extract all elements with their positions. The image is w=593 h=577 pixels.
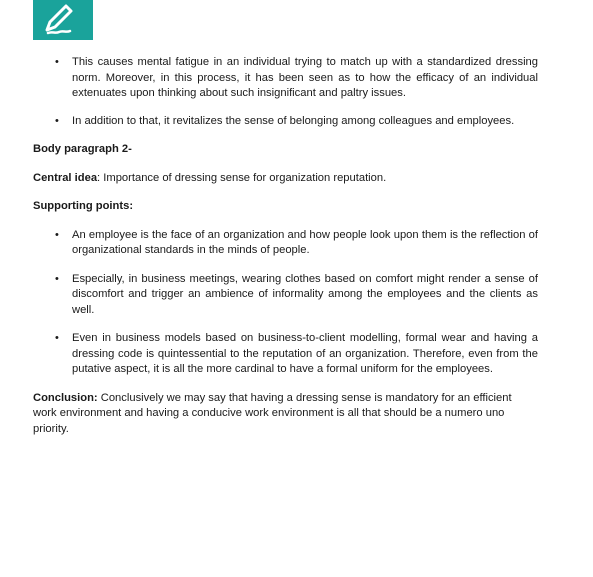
list-item-text: This causes mental fatigue in an individual trying to match up with a standardized dressing norm. Moreover, in this process, it has been seen as to how the efficacy of an individual extenuates upon thinking about such insignificant and paltry issues. [72, 56, 538, 99]
supporting-points-heading: Supporting points: [33, 200, 134, 212]
list-item [33, 331, 538, 378]
document-body [33, 55, 538, 437]
section-heading: Body paragraph 2- [33, 143, 132, 155]
conclusion-text: Conclusively we may say that having a dressing sense is mandatory for an efficient work environment and having a conducive work environment is all that should be a numero uno priority. [33, 391, 512, 435]
bullet-list-support [33, 228, 538, 378]
bullet-dot: • [55, 56, 59, 68]
bullet-dot: • [55, 272, 59, 285]
central-idea-label: Central idea [33, 171, 98, 184]
bullet-dot: • [55, 228, 59, 241]
list-item [33, 114, 538, 130]
list-item [33, 272, 538, 319]
central-idea-text: : Importance of dressing sense for organization reputation. [97, 171, 387, 184]
list-item-text: Even in business models based on business-to-client modelling, formal wear and having a dressing code is quintessential to the reputation of an organization. Therefore, even from the putative aspect, it is all the more cardinal to have a formal uniform for the employees. [72, 332, 538, 375]
list-item-text: In addition to that, it revitalizes the sense of belonging among colleagues and employees. [72, 114, 515, 127]
conclusion-label: Conclusion: [33, 391, 98, 404]
logo [33, 0, 93, 40]
central-idea [33, 171, 538, 187]
list-item-text: Especially, in business meetings, wearing clothes based on comfort might render a sense of discomfort and trigger an ambience of informality among the employees and the clients as well. [72, 272, 538, 316]
bullet-dot: • [55, 332, 59, 344]
list-item [33, 228, 538, 259]
list-item-text: An employee is the face of an organization and how people look upon them is the reflection of organizational standards in the minds of people. [72, 228, 538, 256]
bullet-dot: • [55, 114, 59, 127]
pen-icon [33, 0, 93, 40]
conclusion-paragraph [33, 391, 538, 438]
list-item [33, 55, 538, 102]
bullet-list-top [33, 55, 538, 129]
